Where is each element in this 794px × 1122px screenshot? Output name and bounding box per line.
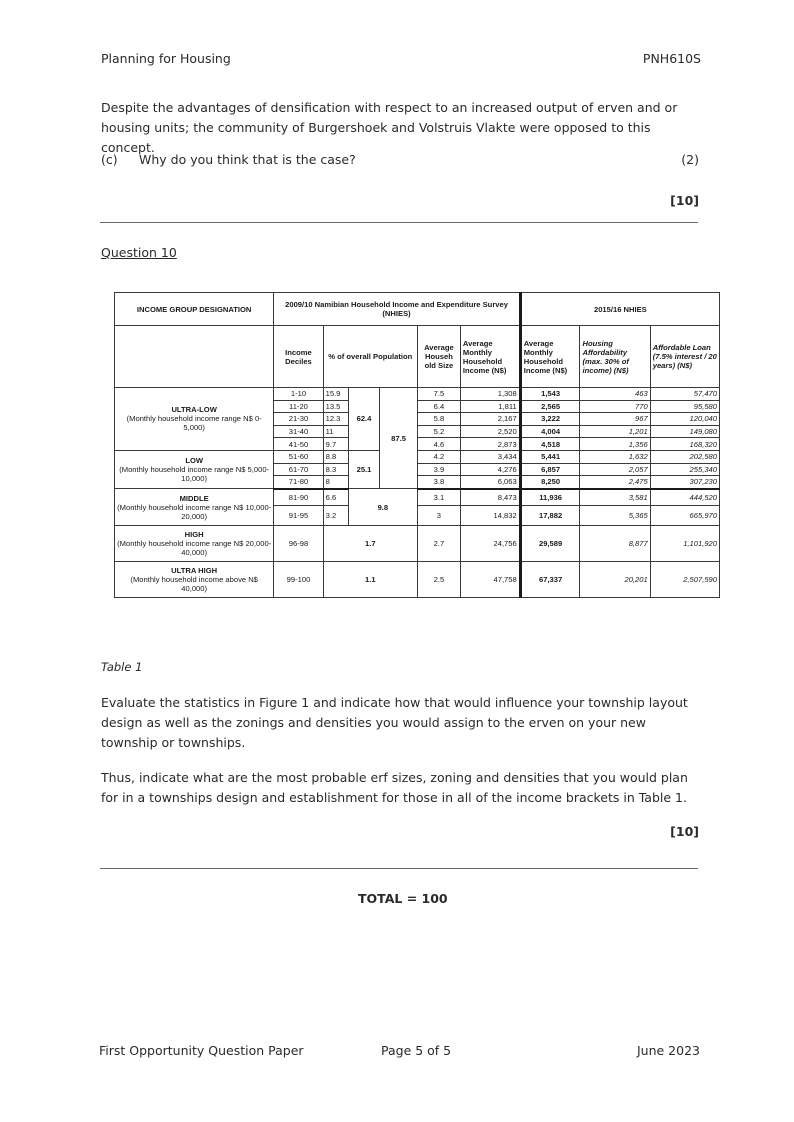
intro-paragraph: Despite the advantages of densification with respect to an increased output of erven and or housing units; the community of Burgershoek and Volstruis Vlakte were opposed to this concept. [101, 100, 678, 155]
cell-loan: 149,080 [650, 425, 719, 438]
cell-decile: 11-20 [274, 400, 323, 413]
cell-size: 6.4 [417, 400, 460, 413]
cell-income-2015: 4,004 [520, 425, 580, 438]
header-income-group: INCOME GROUP DESIGNATION [115, 293, 274, 326]
cell-income-2015: 6,857 [520, 463, 580, 476]
header-blank [115, 326, 274, 388]
cell-income: 14,832 [460, 506, 520, 526]
cell-income: 8,473 [460, 489, 520, 506]
header-income-deciles: Income Deciles [274, 326, 323, 388]
header-avg-monthly-income-2015: Average Monthly Household Income (N$) [520, 326, 580, 388]
cell-loan: 307,230 [650, 476, 719, 489]
cell-income-2015: 2,565 [520, 400, 580, 413]
cell-decile: 61-70 [274, 463, 323, 476]
cell-afford: 3,581 [580, 489, 650, 506]
cell-income-2015: 67,337 [520, 562, 580, 598]
running-header-code: PNH610S [642, 51, 701, 66]
cell-size: 3.8 [417, 476, 460, 489]
cell-afford: 463 [580, 388, 650, 401]
grand-total: TOTAL = 100 [358, 891, 448, 906]
cell-pct: 3.2 [323, 506, 348, 526]
cell-size: 3.1 [417, 489, 460, 506]
cell-pct: 6.6 [323, 489, 348, 506]
section-marks-2: [10] [670, 824, 699, 839]
cell-loan: 57,470 [650, 388, 719, 401]
cell-size: 5.8 [417, 413, 460, 426]
cell-income: 4,276 [460, 463, 520, 476]
cell-income: 3,434 [460, 450, 520, 463]
cell-loan: 168,320 [650, 438, 719, 451]
cell-income-2015: 3,222 [520, 413, 580, 426]
cell-loan: 202,580 [650, 450, 719, 463]
cell-income: 2,167 [460, 413, 520, 426]
group-low: LOW (Monthly household income range N$ 5,000-10,000) [115, 450, 274, 488]
header-affordable-loan: Affordable Loan (7.5% interest / 20 years) (N$) [650, 326, 719, 388]
cell-afford: 1,632 [580, 450, 650, 463]
cell-afford: 2,475 [580, 476, 650, 489]
cell-loan: 95,580 [650, 400, 719, 413]
table-row [115, 450, 720, 463]
cell-afford: 1,356 [580, 438, 650, 451]
cell-income-2015: 17,882 [520, 506, 580, 526]
question-c-label: (c) [101, 152, 118, 167]
cell-loan: 665,970 [650, 506, 719, 526]
header-pct-population: % of overall Population [323, 326, 417, 388]
cell-pct: 13.5 [323, 400, 348, 413]
cell-income: 6,063 [460, 476, 520, 489]
table-row [115, 489, 720, 506]
cell-decile: 31-40 [274, 425, 323, 438]
cell-afford: 2,057 [580, 463, 650, 476]
header-nhies-2015: 2015/16 NHIES [520, 293, 719, 326]
cell-loan: 120,040 [650, 413, 719, 426]
cell-size: 3 [417, 506, 460, 526]
subtotal-ultra-low-low: 87.5 [380, 388, 418, 489]
cell-income: 1,811 [460, 400, 520, 413]
cell-decile: 1-10 [274, 388, 323, 401]
cell-loan: 255,340 [650, 463, 719, 476]
subtotal-ultra-high: 1.1 [323, 562, 417, 598]
cell-pct: 8.8 [323, 450, 348, 463]
cell-pct: 12.3 [323, 413, 348, 426]
group-ultra-high: ULTRA HIGH (Monthly household income above N$ 40,000) [115, 562, 274, 598]
cell-income: 1,308 [460, 388, 520, 401]
cell-afford: 770 [580, 400, 650, 413]
header-avg-monthly-income: Average Monthly Household Income (N$) [460, 326, 520, 388]
cell-decile: 71-80 [274, 476, 323, 489]
table-row [115, 562, 720, 598]
cell-decile: 91-95 [274, 506, 323, 526]
table-row [115, 388, 720, 401]
divider-line-2 [100, 868, 698, 869]
cell-decile: 99-100 [274, 562, 323, 598]
cell-pct: 8 [323, 476, 348, 489]
cell-income-2015: 29,589 [520, 526, 580, 562]
group-middle: MIDDLE (Monthly household income range N$ 10,000-20,000) [115, 489, 274, 526]
cell-size: 5.2 [417, 425, 460, 438]
subtotal-low: 25.1 [348, 450, 379, 488]
divider-line [100, 222, 698, 223]
cell-loan: 444,520 [650, 489, 719, 506]
cell-income-2015: 4,518 [520, 438, 580, 451]
cell-income-2015: 5,441 [520, 450, 580, 463]
question-c-marks: (2) [681, 152, 699, 167]
table-caption: Table 1 [101, 660, 143, 674]
footer-left: First Opportunity Question Paper [99, 1043, 304, 1058]
subtotal-ultra-low: 62.4 [348, 388, 379, 451]
group-ultra-low: ULTRA-LOW (Monthly household income range N$ 0-5,000) [115, 388, 274, 451]
cell-loan: 2,507,590 [650, 562, 719, 598]
question-10-title: Question 10 [101, 245, 177, 260]
cell-afford: 20,201 [580, 562, 650, 598]
header-avg-household-size: Average Househ old Size [417, 326, 460, 388]
cell-decile: 41-50 [274, 438, 323, 451]
cell-decile: 81-90 [274, 489, 323, 506]
cell-income: 47,758 [460, 562, 520, 598]
cell-afford: 8,877 [580, 526, 650, 562]
table-row [115, 526, 720, 562]
footer-page-number: Page 5 of 5 [381, 1043, 452, 1058]
cell-decile: 51-60 [274, 450, 323, 463]
evaluate-paragraph: Evaluate the statistics in Figure 1 and indicate how that would influence your township layout design as well as the zonings and densities you would assign to the erven on your new township or townships. [101, 695, 688, 750]
cell-income: 2,873 [460, 438, 520, 451]
section-marks: [10] [670, 193, 699, 208]
cell-afford: 5,365 [580, 506, 650, 526]
cell-income-2015: 11,936 [520, 489, 580, 506]
footer-date: June 2023 [636, 1043, 700, 1058]
cell-income: 2,520 [460, 425, 520, 438]
question-c-text: Why do you think that is the case? [139, 152, 356, 167]
cell-size: 2.7 [417, 526, 460, 562]
cell-size: 4.6 [417, 438, 460, 451]
cell-decile: 96-98 [274, 526, 323, 562]
running-header-title: Planning for Housing [101, 51, 231, 66]
subtotal-middle: 9.8 [348, 489, 417, 526]
cell-pct: 9.7 [323, 438, 348, 451]
income-table [114, 292, 720, 598]
cell-pct: 15.9 [323, 388, 348, 401]
subtotal-high: 1.7 [323, 526, 417, 562]
cell-income-2015: 1,543 [520, 388, 580, 401]
cell-size: 7.5 [417, 388, 460, 401]
cell-size: 3.9 [417, 463, 460, 476]
cell-income-2015: 8,250 [520, 476, 580, 489]
cell-income: 24,756 [460, 526, 520, 562]
cell-loan: 1,101,920 [650, 526, 719, 562]
cell-pct: 8.3 [323, 463, 348, 476]
cell-size: 4.2 [417, 450, 460, 463]
header-housing-affordability: Housing Affordability (max. 30% of income) (N$) [580, 326, 650, 388]
group-high: HIGH (Monthly household income range N$ 20,000-40,000) [115, 526, 274, 562]
instruction-paragraph: Thus, indicate what are the most probable erf sizes, zoning and densities that you would plan for in a townships design and establishment for those in all of the income brackets in Table 1. [101, 770, 688, 805]
cell-pct: 11 [323, 425, 348, 438]
cell-decile: 21-30 [274, 413, 323, 426]
cell-afford: 967 [580, 413, 650, 426]
header-nhies-2009: 2009/10 Namibian Household Income and Expenditure Survey (NHIES) [274, 293, 520, 326]
cell-size: 2.5 [417, 562, 460, 598]
cell-afford: 1,201 [580, 425, 650, 438]
